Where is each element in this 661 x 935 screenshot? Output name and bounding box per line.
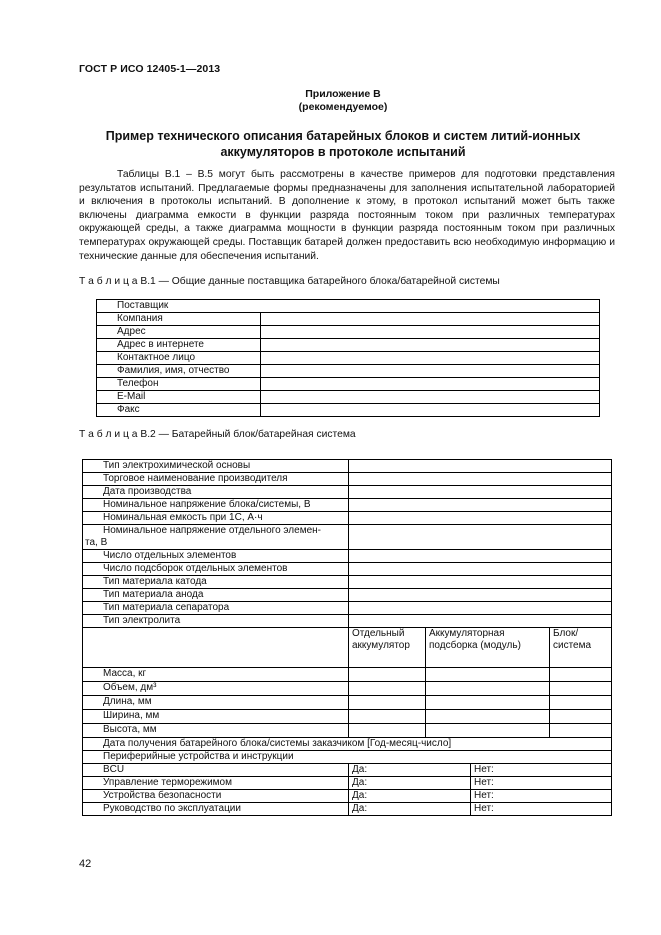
field-label: Число отдельных элементов [83,550,349,563]
table-row [83,738,612,751]
field-label: Адрес [97,326,261,339]
battery-table [82,459,612,816]
field-label: E-Mail [97,391,261,404]
field-label: Телефон [97,378,261,391]
single-cell-value [349,710,426,724]
field-label: Тип электрохимической основы [83,460,349,473]
field-label: Компания [97,313,261,326]
field-value [261,404,600,417]
field-value [349,525,612,550]
subassembly-value [426,710,550,724]
table-row [83,460,612,473]
table-row [83,628,612,668]
peripheral-label: Управление терморежимом [83,777,349,790]
table-row [97,365,600,378]
field-value [349,512,612,525]
field-label: Факс [97,404,261,417]
dimension-label: Масса, кг [83,668,349,682]
section-title [79,128,607,160]
table-row [83,682,612,696]
table-row [83,790,612,803]
single-cell-value [349,696,426,710]
system-value [550,682,612,696]
table-row [83,525,612,550]
field-value [261,352,600,365]
table-row [83,589,612,602]
field-value [349,589,612,602]
yes-cell: Да: [349,790,471,803]
single-cell-value [349,682,426,696]
table-row [83,764,612,777]
field-value [261,313,600,326]
dimension-label: Объем, дм³ [83,682,349,696]
single-cell-value [349,668,426,682]
yes-cell: Да: [349,764,471,777]
subassembly-value [426,696,550,710]
table-row [83,668,612,682]
field-label: Тип материала сепаратора [83,602,349,615]
dimension-label: Ширина, мм [83,710,349,724]
table2-caption: Т а б л и ц а В.2 — Батарейный блок/батарейная система [79,429,356,440]
table-row [83,499,612,512]
field-value [261,339,600,352]
field-label: Тип материала катода [83,576,349,589]
dimension-label: Высота, мм [83,724,349,738]
table-row [97,326,600,339]
table-row [83,615,612,628]
field-label: Адрес в интернете [97,339,261,352]
table-row [83,751,612,764]
table-row [97,378,600,391]
table-row [83,777,612,790]
peripheral-label: BCU [83,764,349,777]
system-value [550,710,612,724]
subassembly-value [426,668,550,682]
field-label: Номинальное напряжение блока/системы, В [83,499,349,512]
field-value [261,378,600,391]
peripheral-label: Руководство по эксплуатации [83,803,349,816]
table-row [97,404,600,417]
table-row [97,391,600,404]
no-cell: Нет: [471,764,612,777]
table-row [97,313,600,326]
appendix-status: (рекомендуемое) [298,101,388,113]
peripheral-label: Устройства безопасности [83,790,349,803]
title-line-2: аккумуляторов в протоколе испытаний [220,145,466,159]
yes-cell: Да: [349,803,471,816]
field-value [349,550,612,563]
table-row [97,300,600,313]
single-cell-value [349,724,426,738]
appendix-title: Приложение В [305,88,381,100]
field-label: Тип электролита [83,615,349,628]
field-label: Торговое наименование производителя [83,473,349,486]
single-cell-head: Отдельный аккумулятор [349,628,426,668]
label-line: та, В [85,537,108,548]
field-value [261,326,600,339]
peripherals-heading: Периферийные устройства и инструкции [83,751,612,764]
system-head: Блок/система [550,628,612,668]
field-label: Число подсборок отдельных элементов [83,563,349,576]
label-line: Номинальное напряжение отдельного элемен- [103,525,321,536]
no-cell: Нет: [471,803,612,816]
field-label: Контактное лицо [97,352,261,365]
field-value [261,365,600,378]
table-row [83,602,612,615]
subassembly-value [426,724,550,738]
title-line-1: Пример технического описания батарейных блоков и систем литий-ионных [105,129,581,143]
no-cell: Нет: [471,790,612,803]
table-row [83,512,612,525]
system-value [550,668,612,682]
blank-cell [83,628,349,668]
table-row [97,352,600,365]
supplier-section-label: Поставщик [97,300,600,313]
subassembly-value [426,682,550,696]
field-value [349,563,612,576]
dimension-label: Длина, мм [83,696,349,710]
page-number: 42 [79,858,92,870]
receipt-date-row: Дата получения батарейного блока/системы заказчиком [Год-месяц-число] [83,738,612,751]
field-value [349,615,612,628]
table-row [83,563,612,576]
field-label: Тип материала анода [83,589,349,602]
table-row [83,550,612,563]
field-value [349,576,612,589]
field-value [349,473,612,486]
field-value [261,391,600,404]
table-row [83,710,612,724]
intro-paragraph [79,168,615,263]
table-row [83,724,612,738]
table-row [83,803,612,816]
field-label: Номинальная емкость при 1С, А·ч [83,512,349,525]
standard-header: ГОСТ Р ИСО 12405-1—2013 [79,63,221,75]
field-value [349,460,612,473]
supplier-table [96,299,600,417]
field-label: Дата производства [83,486,349,499]
field-value [349,602,612,615]
table-row [83,696,612,710]
field-label: Фамилия, имя, отчество [97,365,261,378]
table-row [83,576,612,589]
system-value [550,696,612,710]
field-label [83,525,349,550]
field-value [349,499,612,512]
table-row [83,473,612,486]
no-cell: Нет: [471,777,612,790]
table-row [97,339,600,352]
yes-cell: Да: [349,777,471,790]
table-row [83,486,612,499]
table1-caption: Т а б л и ц а В.1 — Общие данные поставщика батарейного блока/батарейной системы [79,276,500,287]
field-value [349,486,612,499]
system-value [550,724,612,738]
intro-text: Таблицы В.1 – В.5 могут быть рассмотрены в качестве примеров для подготовки представления результатов испытаний. Предлагаемые формы предназначены для заполнения испытательной лабораторией и включения в протоколы испытаний. В дополнение к этому, в протокол испытаний может быть также включены диаграмма емкости в функции разряда постоянным током при различных температурах окружающей среды, а также диаграмма мощности в функции разряда постоянным током при различных температурах окружающей среды. Поставщик батарей должен предоставить всю необходимую информацию и технические данные для обеспечения испытаний. [79,169,615,262]
subassembly-head: Аккумуляторная подсборка (модуль) [426,628,550,668]
